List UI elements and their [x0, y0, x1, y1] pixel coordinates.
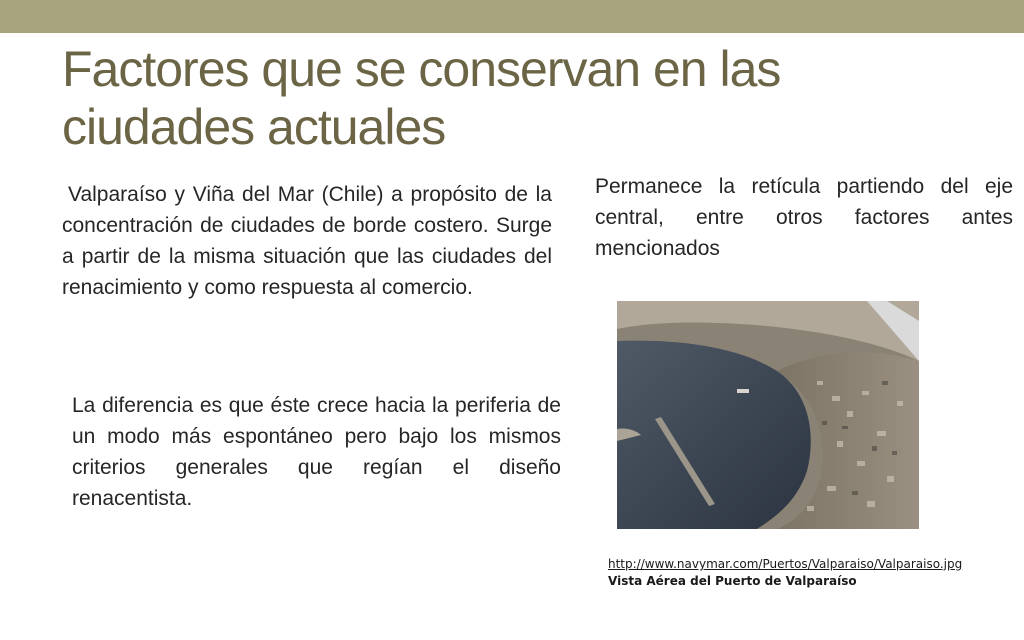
paragraph-difference: La diferencia es que éste crece hacia la periferia de un modo más espontáneo pero bajo los mismos criterios generales que regían el diseño renacentista.	[72, 394, 561, 510]
slide-title-line-2: ciudades actuales	[62, 99, 446, 155]
paragraph-grid: Permanece la retícula partiendo del eje central, entre otros factores antes mencionados	[595, 175, 1013, 260]
aerial-photo-drawing	[617, 301, 919, 529]
image-caption-text: Vista Aérea del Puerto de Valparaíso	[608, 574, 857, 588]
image-source-link[interactable]: http://www.navymar.com/Puertos/Valparaiso/Valparaiso.jpg	[608, 557, 963, 571]
slide-title-line-1: Factores que se conservan en las	[62, 41, 781, 97]
image-caption	[608, 556, 1018, 590]
aerial-port-photo	[617, 301, 919, 529]
paragraph-valparaiso: Valparaíso y Viña del Mar (Chile) a propósito de la concentración de ciudades de borde costero. Surge a partir de la misma situación que las ciudades del renacimiento y como respuesta al comercio.	[62, 183, 552, 299]
slide-title	[62, 40, 962, 156]
top-accent-bar	[0, 0, 1024, 33]
